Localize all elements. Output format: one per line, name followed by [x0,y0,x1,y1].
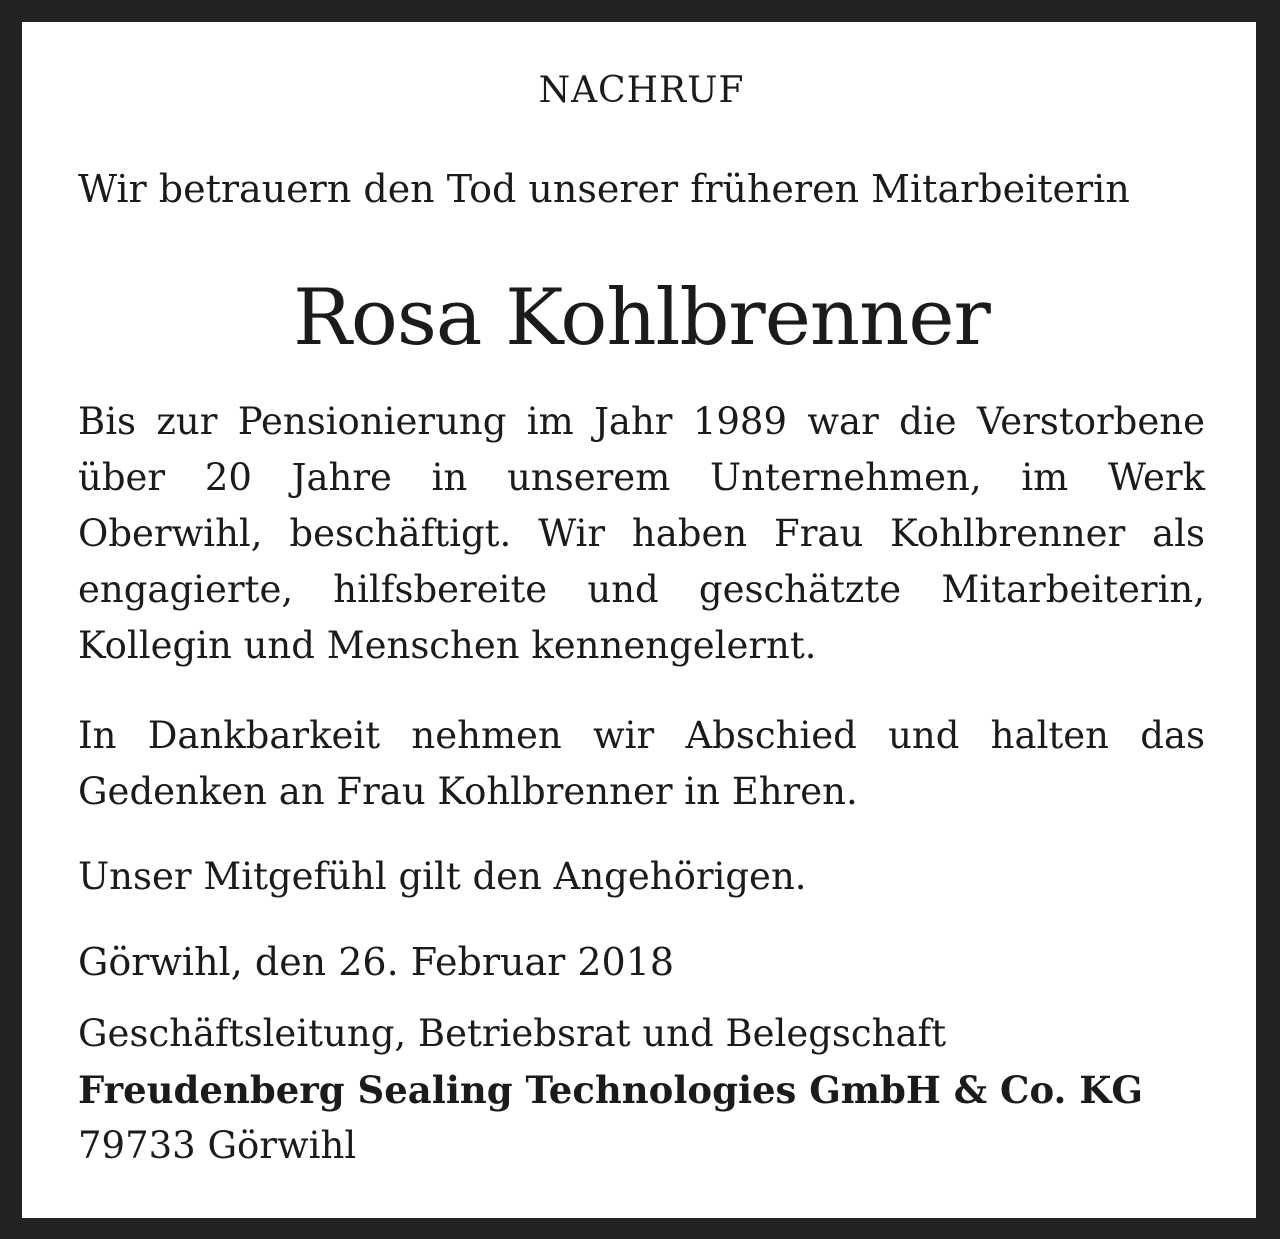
condolence-paragraph: Unser Mitgefühl gilt den Angehörigen. [78,855,807,898]
obituary-notice [22,22,1256,1218]
career-paragraph: Bis zur Pensionierung im Jahr 1989 war die Verstorbene über 20 Jahre in unserem Unternehmen, im Werk Oberwihl, beschäftigt. Wir haben Frau Kohlbrenner als engagierte, hilfsbereite und geschätzte Mitarbeiterin, Kollegin und Menschen kennengelernt. [78,400,1205,667]
notice-heading: NACHRUF [538,70,745,111]
company-name: Freudenberg Sealing Technologies GmbH & Co. KG [78,1068,1144,1112]
deceased-name: Rosa Kohlbrenner [293,273,990,363]
farewell-paragraph: In Dankbarkeit nehmen wir Abschied und halten das Gedenken an Frau Kohlbrenner in Ehren. [78,714,1205,813]
company-address: 79733 Görwihl [78,1124,357,1167]
signature-block [78,1006,1205,1174]
signature-group: Geschäftsleitung, Betriebsrat und Belegschaft [78,1012,947,1055]
place-date: Görwihl, den 26. Februar 2018 [78,940,675,984]
intro-text: Wir betrauern den Tod unserer früheren Mitarbeiterin [78,167,1130,211]
